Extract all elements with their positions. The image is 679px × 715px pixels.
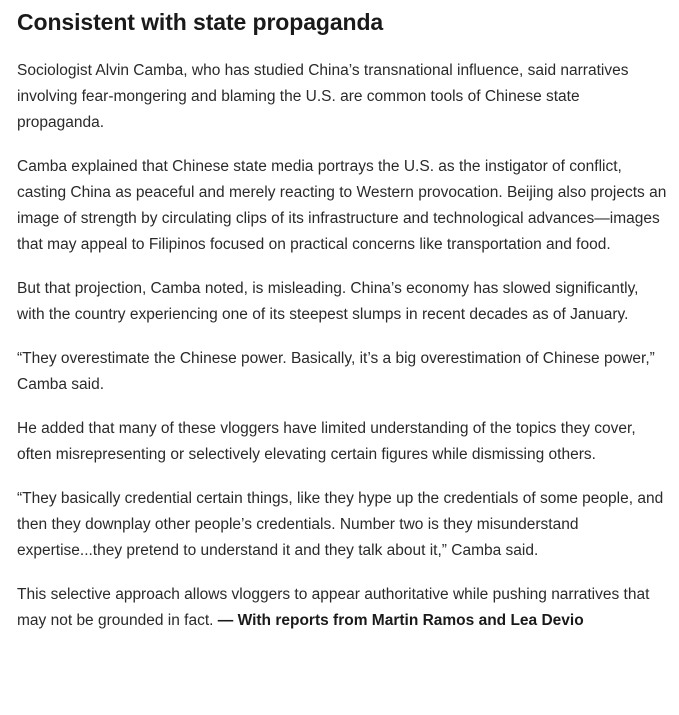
paragraph-6-quote: “They basically credential certain things, like they hype up the credentials of some people, and then they downplay other people’s credentials. Number two is they misunderstand expertise...they pretend to understand it and they talk about it,” Camba said.	[17, 490, 664, 559]
closing-paragraph	[17, 582, 667, 634]
closing-text: This selective approach allows vloggers to appear authoritative while pushing narratives that may not be grounded in fact.	[17, 586, 650, 629]
section-heading: Consistent with state propaganda	[17, 9, 384, 35]
paragraph-5: He added that many of these vloggers have limited understanding of the topics they cover, often misrepresenting or selectively elevating certain figures while dismissing others.	[17, 420, 636, 463]
paragraph-4-quote: “They overestimate the Chinese power. Basically, it’s a big overestimation of Chinese power,” Camba said.	[17, 350, 655, 393]
paragraph-1: Sociologist Alvin Camba, who has studied China’s transnational influence, said narratives involving fear-mongering and blaming the U.S. are common tools of Chinese state propaganda.	[17, 62, 629, 131]
reporter-credit: — With reports from Martin Ramos and Lea Devio	[217, 612, 584, 629]
paragraph-3: But that projection, Camba noted, is misleading. China’s economy has slowed significantly, with the country experiencing one of its steepest slumps in recent decades as of January.	[17, 280, 639, 323]
paragraph-2: Camba explained that Chinese state media portrays the U.S. as the instigator of conflict, casting China as peaceful and merely reacting to Western provocation. Beijing also projects an image of strength by circulating clips of its infrastructure and technological advances—images that may appeal to Filipinos focused on practical concerns like transportation and food.	[17, 158, 667, 253]
